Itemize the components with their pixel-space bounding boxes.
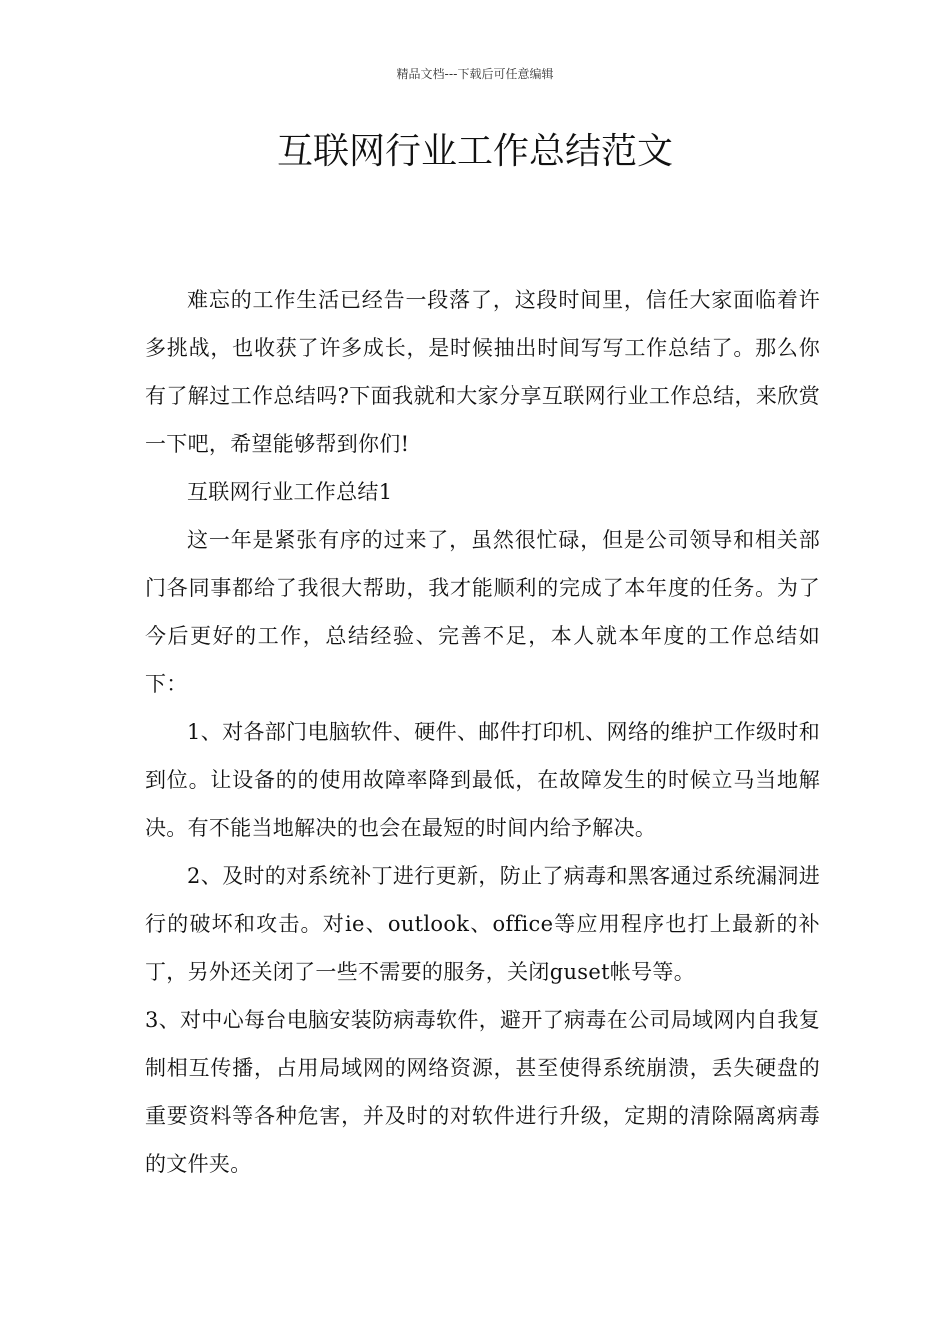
section-heading: 互联网行业工作总结1 (187, 480, 393, 504)
list-item-3: 3、对中心每台电脑安装防病毒软件，避开了病毒在公司局域网内自我复制相互传播，占用局域网的网络资源，甚至使得系统崩溃，丢失硬盘的重要资料等各种危害，并及时的对软件进行升级，定期的清除隔离病毒的文件夹。 (145, 1008, 820, 1176)
document-title: 互联网行业工作总结范文 (276, 131, 673, 172)
list-item-2: 2、及时的对系统补丁进行更新，防止了病毒和黑客通过系统漏洞进行的破坏和攻击。对ie、outlook、office等应用程序也打上最新的补丁，另外还关闭了一些不需要的服务，关闭guset帐号等。 (145, 864, 820, 984)
document-body (145, 276, 820, 1188)
header-note: 精品文档---下载后可任意编辑 (396, 67, 554, 81)
intro-paragraph: 难忘的工作生活已经告一段落了，这段时间里，信任大家面临着许多挑战，也收获了许多成长，是时候抽出时间写写工作总结了。那么你有了解过工作总结吗?下面我就和大家分享互联网行业工作总结，来欣赏一下吧，希望能够帮到你们! (145, 288, 820, 456)
body-paragraph: 这一年是紧张有序的过来了，虽然很忙碌，但是公司领导和相关部门各同事都给了我很大帮助，我才能顺利的完成了本年度的任务。为了今后更好的工作，总结经验、完善不足，本人就本年度的工作总结如下： (145, 528, 820, 696)
list-item-1: 1、对各部门电脑软件、硬件、邮件打印机、网络的维护工作级时和到位。让设备的的使用故障率降到最低，在故障发生的时候立马当地解决。有不能当地解决的也会在最短的时间内给予解决。 (145, 720, 820, 840)
